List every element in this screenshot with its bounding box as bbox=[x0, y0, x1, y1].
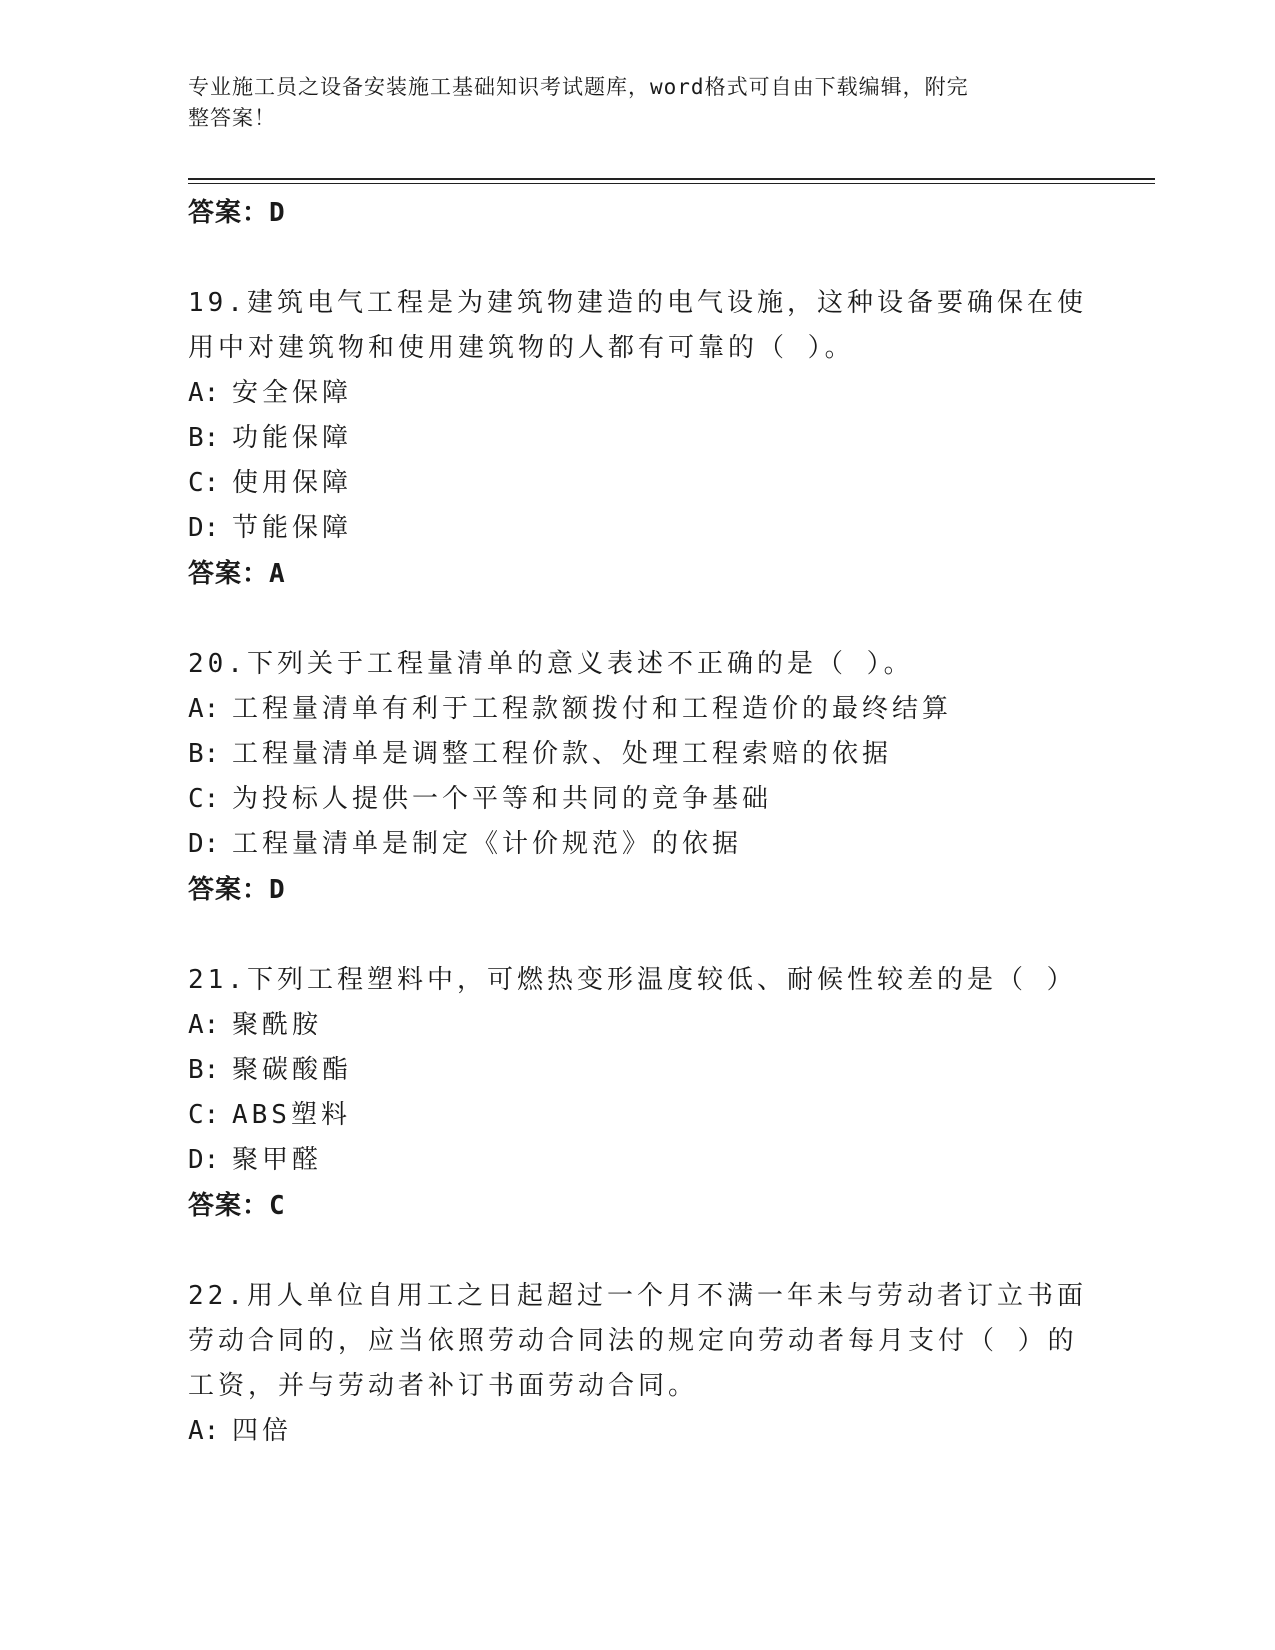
header-line-1: 专业施工员之设备安装施工基础知识考试题库，word格式可自由下载编辑，附完 bbox=[188, 75, 969, 99]
option-label: D: bbox=[188, 829, 220, 859]
option-label: B: bbox=[188, 423, 220, 453]
option-label: C: bbox=[188, 784, 220, 814]
option-label: A: bbox=[188, 378, 220, 408]
header-rule-thin bbox=[188, 183, 1155, 184]
option-label: C: bbox=[188, 468, 220, 498]
answer-text: 答案：D bbox=[188, 875, 286, 905]
option-c bbox=[188, 777, 1088, 822]
option-d bbox=[188, 506, 1088, 551]
previous-answer: 答案：D bbox=[188, 198, 286, 228]
question-20 bbox=[188, 642, 1088, 913]
answer-text: 答案：A bbox=[188, 559, 286, 589]
option-text: 工程量清单是制定《计价规范》的依据 bbox=[232, 829, 743, 859]
answer-text: 答案：C bbox=[188, 1191, 286, 1221]
option-label: B: bbox=[188, 1055, 220, 1085]
option-label: D: bbox=[188, 1145, 220, 1175]
question-text: 21.下列工程塑料中，可燃热变形温度较低、耐候性较差的是（ ） bbox=[188, 965, 1077, 995]
option-label: B: bbox=[188, 739, 220, 769]
option-d bbox=[188, 1138, 1088, 1183]
option-text: 节能保障 bbox=[232, 513, 353, 543]
option-c bbox=[188, 1093, 1088, 1138]
option-label: A: bbox=[188, 1010, 220, 1040]
option-label: A: bbox=[188, 1416, 220, 1446]
document-header bbox=[188, 72, 1068, 134]
option-b bbox=[188, 1048, 1088, 1093]
option-c bbox=[188, 461, 1088, 506]
option-a bbox=[188, 687, 1088, 732]
header-line-2: 整答案！ bbox=[188, 106, 276, 130]
option-label: D: bbox=[188, 513, 220, 543]
option-a bbox=[188, 1003, 1088, 1048]
question-22 bbox=[188, 1274, 1088, 1454]
option-text: 为投标人提供一个平等和共同的竞争基础 bbox=[232, 784, 773, 814]
option-b bbox=[188, 416, 1088, 461]
header-rule-thick bbox=[188, 178, 1155, 180]
option-d bbox=[188, 822, 1088, 867]
option-text: 工程量清单是调整工程价款、处理工程索赔的依据 bbox=[232, 739, 893, 769]
option-text: 安全保障 bbox=[232, 378, 353, 408]
question-21 bbox=[188, 958, 1088, 1229]
option-a bbox=[188, 371, 1088, 416]
option-label: C: bbox=[188, 1100, 220, 1130]
option-text: 聚甲醛 bbox=[232, 1145, 323, 1175]
question-text: 22.用人单位自用工之日起超过一个月不满一年未与劳动者订立书面劳动合同的，应当依照劳动合同法的规定向劳动者每月支付（ ）的工资，并与劳动者补订书面劳动合同。 bbox=[188, 1281, 1087, 1401]
option-a bbox=[188, 1409, 1088, 1454]
option-b bbox=[188, 732, 1088, 777]
question-19 bbox=[188, 281, 1088, 597]
question-text: 20.下列关于工程量清单的意义表述不正确的是（ ）。 bbox=[188, 649, 914, 679]
option-text: 聚碳酸酯 bbox=[232, 1055, 353, 1085]
option-text: 工程量清单有利于工程款额拨付和工程造价的最终结算 bbox=[232, 694, 953, 724]
option-text: 功能保障 bbox=[232, 423, 353, 453]
option-label: A: bbox=[188, 694, 220, 724]
option-text: 聚酰胺 bbox=[232, 1010, 323, 1040]
option-text: 四倍 bbox=[232, 1416, 293, 1446]
document-body bbox=[188, 190, 1088, 1454]
question-text: 19.建筑电气工程是为建筑物建造的电气设施，这种设备要确保在使用中对建筑物和使用建筑物的人都有可靠的（ ）。 bbox=[188, 288, 1087, 363]
option-text: ABS塑料 bbox=[232, 1100, 351, 1130]
option-text: 使用保障 bbox=[232, 468, 353, 498]
